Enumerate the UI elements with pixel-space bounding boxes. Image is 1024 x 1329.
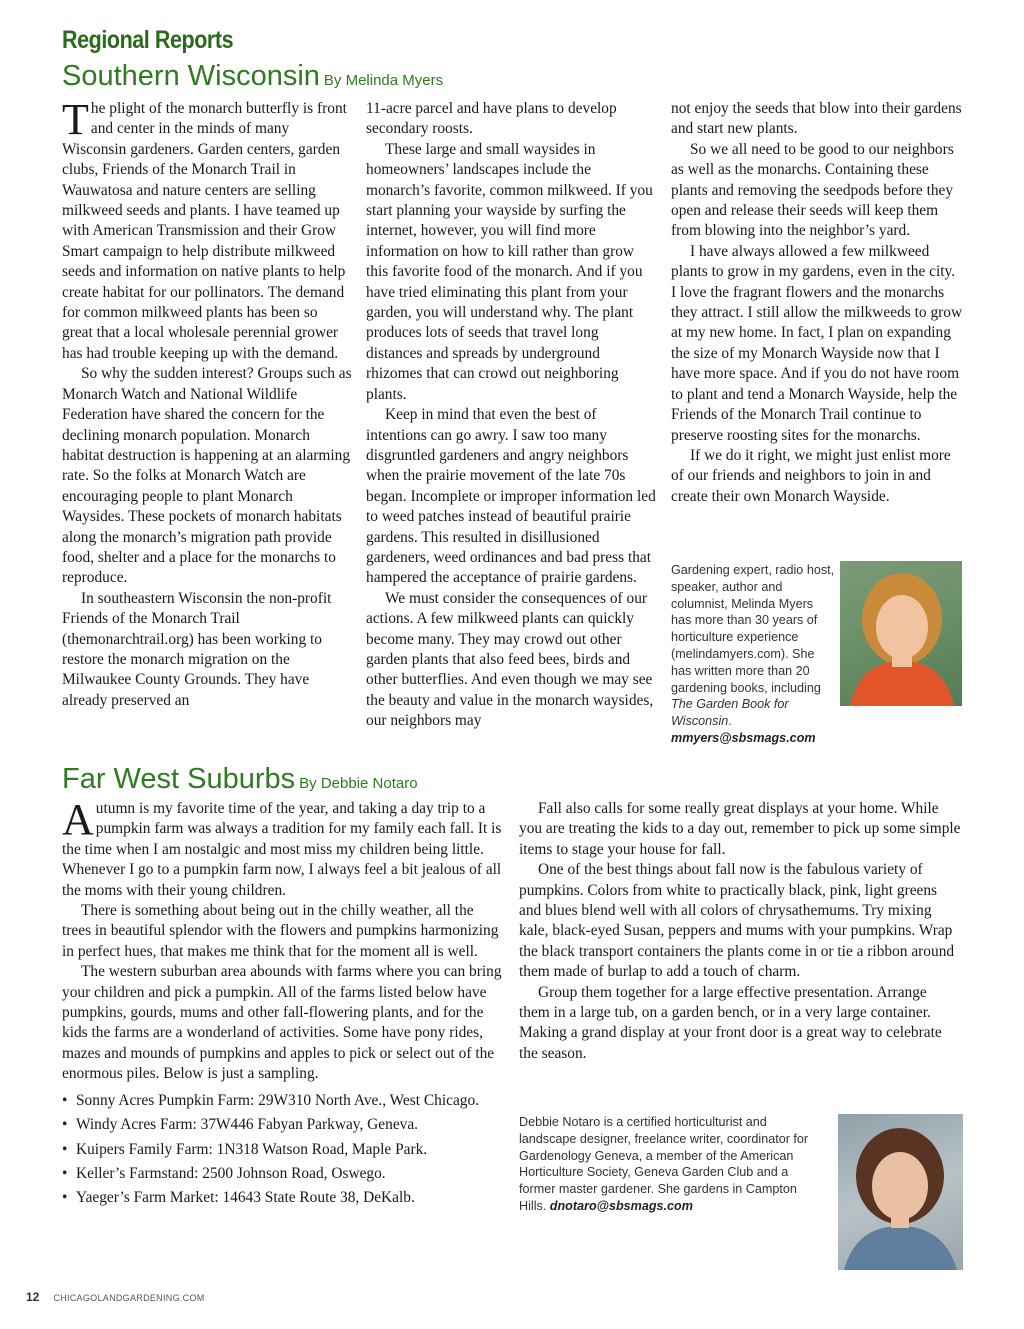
paragraph: The western suburban area abounds with farms where you can bring your children and pick a pumpkin. All of the farms listed below have pumpkins, gourds, mums and other fall-flowering plants, and for the kids the farms are a wonderland of activities. Some have pony rides, mazes and mounds of pumpkins and apples to pick or select out of the enormous piles. Below is just a sampling. (62, 963, 502, 1083)
article2-column-1 (62, 795, 502, 1213)
paragraph: These large and small waysides in homeowners’ landscapes include the monarch’s favorite, common milkweed. If you start planning your wayside by surfing the internet, however, you will find more information on how to kill rather than grow this favorite food of the monarch. And if you have tried eliminating this plant from your garden, you will understand why. The plant produces lots of seeds that travel long distances and spreads by underground rhizomes that can crowd out neighboring plants. (366, 140, 653, 403)
list-item: • Windy Acres Farm: 37W446 Fabyan Parkway, Geneva. (62, 1115, 502, 1135)
paragraph: There is something about being out in the chilly weather, all the trees in beautiful splendor with the flowers and pumpkins harmonizing in perfect hues, that makes me think that for the moment all is well. (62, 902, 499, 960)
paragraph: I have always allowed a few milkweed plants to grow in my gardens, even in the city. I love the fragrant flowers and the monarchs they attract. I still allow the milkweeds to grow at my new home. In fact, I plan on expanding the size of my Monarch Wayside now that I have more space. And if you do not have room to plant and tend a Monarch Wayside, help the Friends of the Monarch Trail continue to preserve roosting sites for the monarchs. (671, 242, 963, 444)
page-footer (26, 1288, 205, 1306)
byline: By Debbie Notaro (299, 775, 418, 792)
paragraph: One of the best things about fall now is the fabulous variety of pumpkins. Colors from white to practically black, pink, light greens and blues blend well with all colors of chrysathemums. Try mixing kale, black-eyed Susan, peppers and mums with your pumpkins. Wrap the black transport containers the plants come in or tie a ribbon around them made of burlap to add a touch of charm. (519, 861, 955, 981)
book-title: The Garden Book for Wisconsin (671, 697, 789, 729)
paragraph: Group them together for a large effective presentation. Arrange them in a large tub, on a garden bench, or in a very large container. Making a grand display at your front door is a great way to celebrate the season. (519, 983, 942, 1062)
paragraph: In southeastern Wisconsin the non-profit Friends of the Monarch Trail (themonarchtrail.org) has been working to restore the monarch migration on the Milwaukee County Grounds. They have already preserved an (62, 589, 332, 709)
list-item: • Keller’s Farmstand: 2500 Johnson Road, Oswego. (62, 1164, 502, 1184)
author-bio-melinda-myers: Gardening expert, radio host, speaker, author and columnist, Melinda Myers has more than 30 years of horticulture experience (melindamyers.com). She has written more than 20 gardening books, including The Garden Book for Wisconsin. mmyers@sbsmags.com (671, 563, 835, 745)
paragraph: Autumn is my favorite time of the year, and taking a day trip to a pumpkin farm was always a tradition for my family each fall. It is the time when I am nostalgic and most miss my children being little. Whenever I go to a pumpkin farm now, I always feel a bit jealous of all the moms with their young children. (62, 795, 502, 899)
article2-column-2 (519, 799, 961, 1064)
author-bio-debbie-notaro: Debbie Notaro is a certified horticulturist and landscape designer, freelance writer, coordinator for Gardenology Geneva, a member of the American Horticulture Society, Geneva Garden Club and a former master gardener. She gardens in Campton Hills. dnotaro@sbsmags.com (519, 1115, 809, 1213)
paragraph: So why the sudden interest? Groups such as Monarch Watch and National Wildlife Federation have shared the concern for the declining monarch population. Monarch habitat destruction is happening at an alarming rate. So the folks at Monarch Watch are encouraging people to plant Monarch Waysides. These pockets of monarch habitats along the monarch’s migration path provide food, shelter and a place for the monarchs to reproduce. (62, 365, 352, 587)
paragraph: 11-acre parcel and have plans to develop secondary roosts. (366, 100, 617, 138)
author-photo-debbie-notaro (838, 1114, 963, 1270)
byline: By Melinda Myers (323, 72, 444, 89)
article1-column-3 (671, 99, 963, 507)
drop-cap: A (62, 795, 94, 844)
farm-list (62, 1091, 502, 1209)
footer-site: CHICAGOLANDGARDENING.COM (53, 1293, 205, 1303)
article-title: Southern Wisconsin (62, 60, 320, 92)
author-photo-melinda-myers (840, 561, 962, 706)
article-title-southern-wisconsin (62, 60, 443, 93)
paragraph: We must consider the consequences of our actions. A few milkweed plants can quickly become many. They may crowd out other garden plants that also feed bees, birds and other butterflies. And even though we may see the beauty and value in the monarch waysides, our neighbors may (366, 589, 654, 730)
article1-column-2 (366, 99, 658, 732)
page-number: 12 (26, 1290, 40, 1304)
paragraph: Fall also calls for some really great displays at your home. While you are treating the kids to a day out, remember to pick up some simple items to stage your house for fall. (519, 800, 961, 858)
drop-cap: T (62, 95, 89, 144)
list-item: • Yaeger’s Farm Market: 14643 State Route 38, DeKalb. (62, 1188, 502, 1208)
paragraph: not enjoy the seeds that blow into their gardens and start new plants. (671, 100, 962, 138)
list-item: • Sonny Acres Pumpkin Farm: 29W310 North Ave., West Chicago. (62, 1091, 502, 1111)
article-title: Far West Suburbs (62, 763, 296, 795)
section-label: Regional Reports (62, 26, 234, 54)
paragraph: The plight of the monarch butterfly is front and center in the minds of many Wisconsin gardeners. Garden centers, garden clubs, Friends of the Monarch Trail in Wauwatosa and nature centers are selling milkweed seeds and plants. I have teamed up with American Transmission and their Grow Smart campaign to help distribute milkweed seeds and information on native plants to help create habitat for our pollinators. The demand for common milkweed plants has been so great that a local wholesale perennial grower has had trouble keeping up with the demand. (62, 95, 347, 362)
author-email-link[interactable]: mmyers@sbsmags.com (671, 730, 816, 745)
article-title-far-west-suburbs (62, 763, 418, 796)
author-email-link[interactable]: dnotaro@sbsmags.com (549, 1198, 693, 1213)
paragraph: If we do it right, we might just enlist more of our friends and neighbors to join in and create their own Monarch Wayside. (671, 446, 951, 505)
paragraph: So we all need to be good to our neighbors as well as the monarchs. Containing these plants and removing the seedpods before they open and release their seeds will keep them from blowing into the neighbor’s yard. (671, 140, 954, 240)
paragraph: Keep in mind that even the best of intentions can go awry. I saw too many disgruntled gardeners and angry neighbors when the prairie movement of the late 70s began. Incomplete or improper information led to weed patches instead of beautiful prairie gardens. This resulted in disillusioned gardeners, weed ordinances and bad press that hampered the acceptance of prairie gardens. (366, 406, 656, 587)
list-item: • Kuipers Family Farm: 1N318 Watson Road, Maple Park. (62, 1140, 502, 1160)
article1-column-1 (62, 95, 352, 711)
